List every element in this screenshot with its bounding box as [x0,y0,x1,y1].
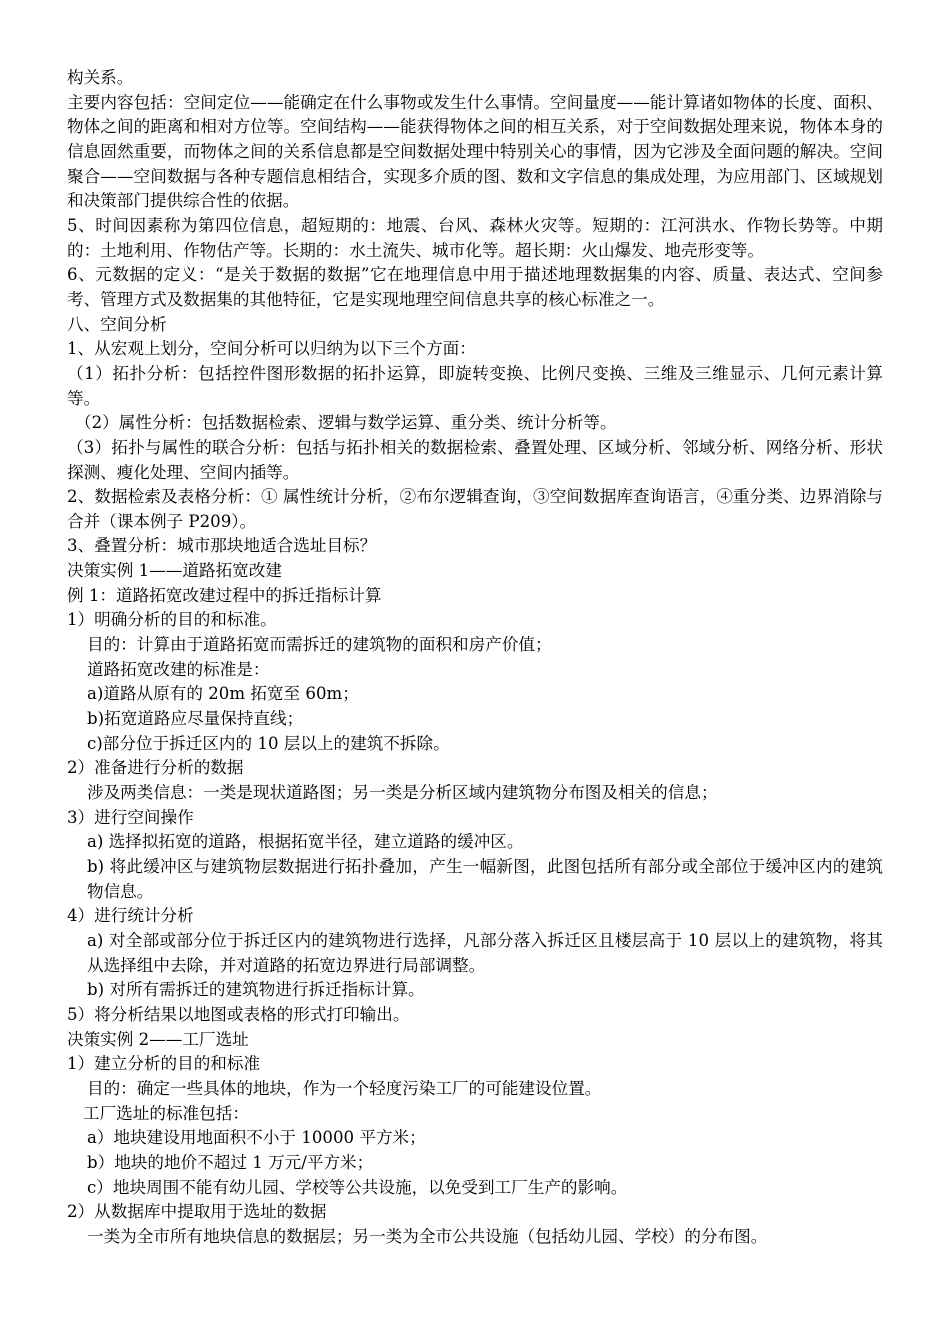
paragraph: 决策实例 2——工厂选址 [67,1029,249,1049]
paragraph: c)部分位于拆迁区内的 10 层以上的建筑不拆除。 [87,733,450,753]
paragraph: b）地块的地价不超过 1 万元/平方米； [87,1152,374,1172]
paragraph: 2）准备进行分析的数据 [67,758,244,778]
paragraph: 2、数据检索及表格分析：① 属性统计分析，②布尔逻辑查询，③空间数据库查询语言，④重分类、边界消除与合并（课本例子 P209）。 [67,487,883,531]
paragraph: 3）进行空间操作 [67,807,194,827]
paragraph: 工厂选址的标准包括： [83,1103,249,1123]
paragraph: a）地块建设用地面积不小于 10000 平方米； [87,1128,426,1148]
paragraph: 2）从数据库中提取用于选址的数据 [67,1202,327,1222]
paragraph: 5、时间因素称为第四位信息，超短期的：地震、台风、森林火灾等。短期的：江河洪水、作物长势等。中期的：土地利用、作物估产等。长期的：水土流失、城市化等。超长期：火山爆发、地壳形变等。 [67,215,883,260]
paragraph: （1）拓扑分析：包括控件图形数据的拓扑运算，即旋转变换、比例尺变换、三维及三维显示、几何元素计算等。 [67,363,883,408]
paragraph: 1、从宏观上划分，空间分析可以归纳为以下三个方面： [67,339,476,359]
paragraph: b)拓宽道路应尽量保持直线； [87,709,304,729]
paragraph: c）地块周围不能有幼儿园、学校等公共设施，以免受到工厂生产的影响。 [87,1177,628,1197]
paragraph: 涉及两类信息：一类是现状道路图；另一类是分析区域内建筑物分布图及相关的信息； [87,783,718,803]
paragraph: b) 将此缓冲区与建筑物层数据进行拓扑叠加，产生一幅新图，此图包括所有部分或全部位于缓冲区内的建筑物信息。 [87,857,883,901]
paragraph: 例 1：道路拓宽改建过程中的拆迁指标计算 [67,585,382,605]
paragraph: 构关系。 [67,68,134,87]
paragraph: 主要内容包括：空间定位——能确定在什么事物或发生什么事情。空间量度——能计算诸如物体的长度、面积、物体之间的距离和相对方位等。空间结构——能获得物体之间的相互关系，对于空间数据处理来说，物体本身的信息固然重要，而物体之间的关系信息都是空间数据处理中特别关心的事情，因为它涉及全面问题的解决。空间聚合——空间数据与各种专题信息相结合，实现多介质的图、数和文字信息的集成处理，为应用部门、区域规划和决策部门提供综合性的依据。 [67,92,883,211]
paragraph: a) 对全部或部分位于拆迁区内的建筑物进行选择，凡部分落入拆迁区且楼层高于 10 层以上的建筑物，将其从选择组中去除，并对道路的拓宽边界进行局部调整。 [87,930,883,975]
paragraph: （2）属性分析：包括数据检索、逻辑与数学运算、重分类、统计分析等。 [75,413,617,433]
paragraph: 1）明确分析的目的和标准。 [67,610,277,630]
paragraph: a) 选择拟拓宽的道路，根据拓宽半径，建立道路的缓冲区。 [87,832,524,852]
document-page [67,66,883,1250]
paragraph: 1）建立分析的目的和标准 [67,1054,261,1074]
paragraph: 6、元数据的定义：“是关于数据的数据”它在地理信息中用于描述地理数据集的内容、质量、表达式、空间参考、管理方式及数据集的其他特征，它是实现地理空间信息共享的核心标准之一。 [67,265,883,309]
paragraph: a)道路从原有的 20m 拓宽至 60m； [87,684,359,704]
paragraph: 5）将分析结果以地图或表格的形式打印输出。 [67,1004,410,1024]
paragraph: 3、叠置分析：城市那块地适合选址目标？ [67,536,377,556]
paragraph: 一类为全市所有地块信息的数据层；另一类为全市公共设施（包括幼儿园、学校）的分布图。 [87,1226,768,1246]
paragraph: 决策实例 1——道路拓宽改建 [67,561,282,581]
paragraph: 4）进行统计分析 [67,906,194,926]
paragraph: （3）拓扑与属性的联合分析：包括与拓扑相关的数据检索、叠置处理、区域分析、邻域分析、网络分析、形状探测、瘦化处理、空间内插等。 [67,437,883,482]
paragraph: 目的：计算由于道路拓宽而需拆迁的建筑物的面积和房产价值； [87,635,552,655]
paragraph: b) 对所有需拆迁的建筑物进行拆迁指标计算。 [87,980,425,1000]
paragraph: 八、空间分析 [67,314,167,334]
paragraph: 道路拓宽改建的标准是： [87,659,270,679]
paragraph: 目的：确定一些具体的地块，作为一个轻度污染工厂的可能建设位置。 [87,1078,602,1098]
